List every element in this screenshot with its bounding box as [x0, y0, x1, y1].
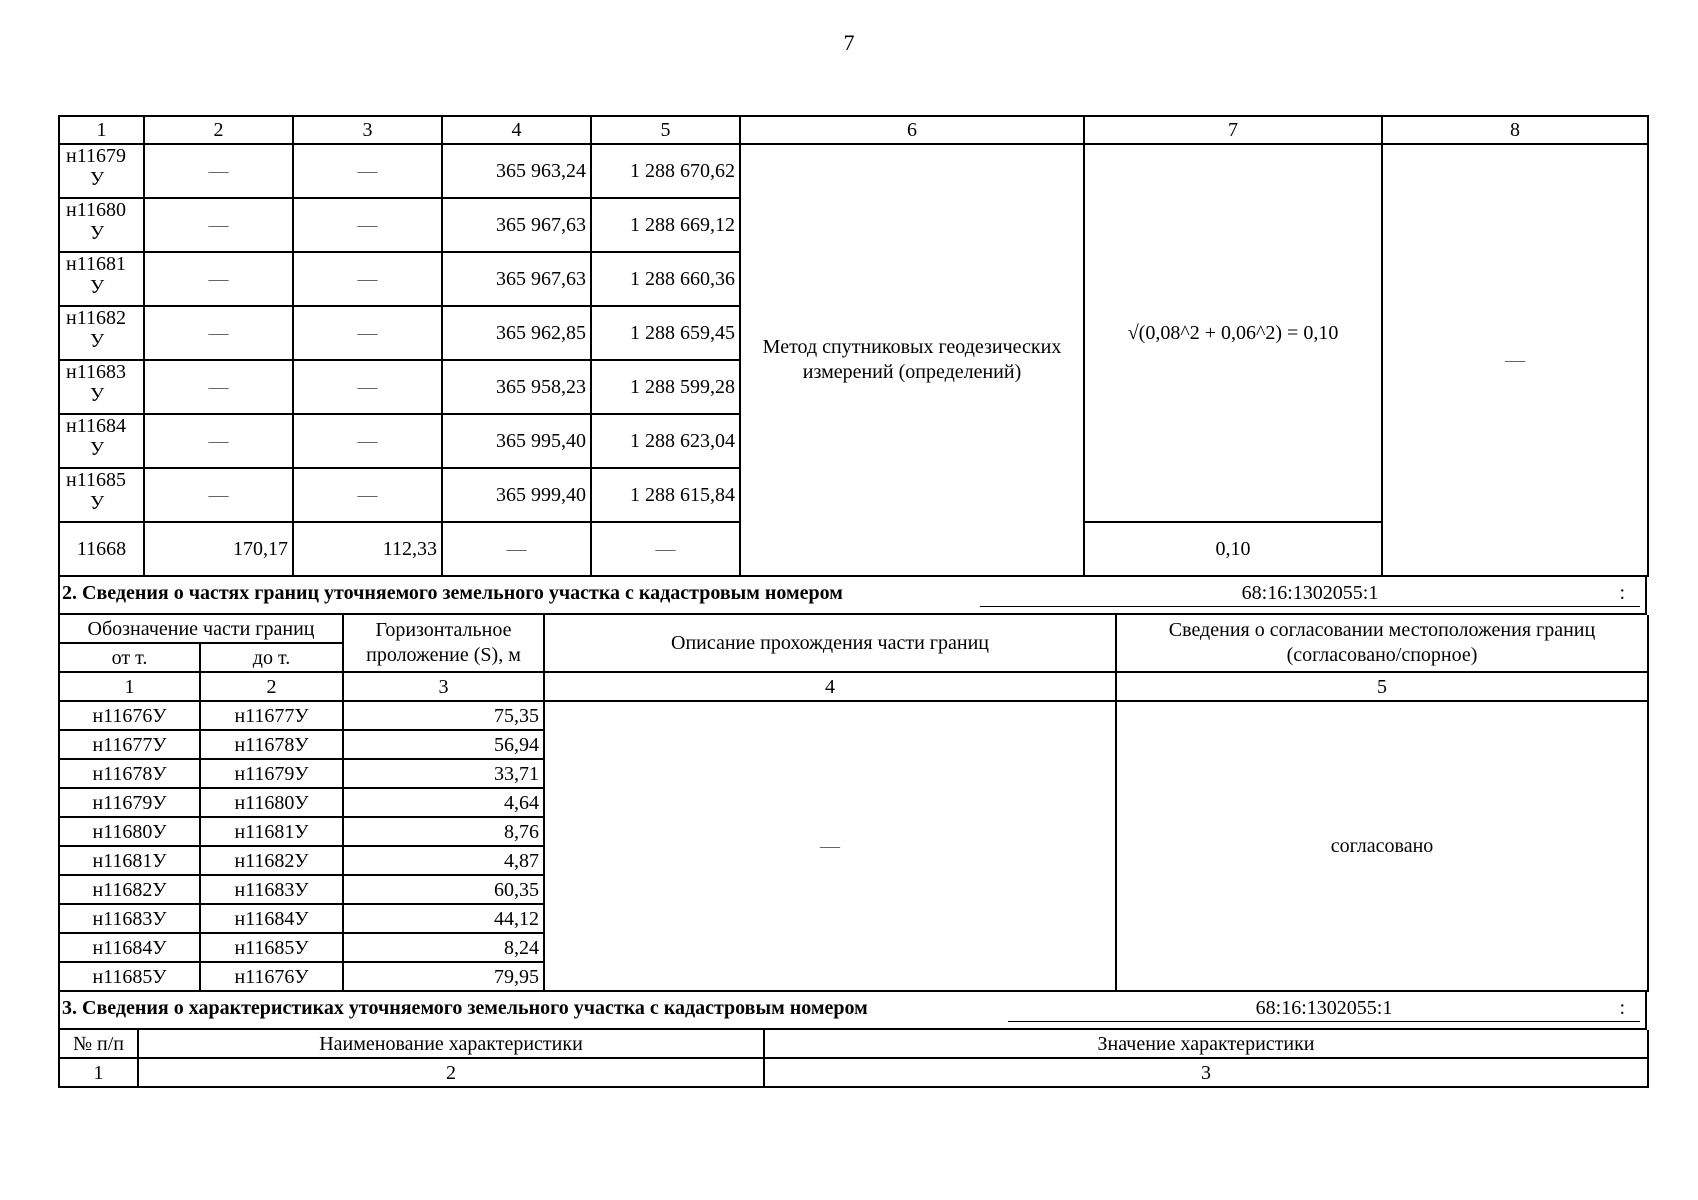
col-header: 8	[1382, 116, 1648, 144]
coord-y: 1 288 670,62	[591, 144, 740, 198]
col-header: 6	[740, 116, 1084, 144]
distance: 8,24	[343, 933, 544, 962]
to-point: н11677У	[200, 701, 343, 730]
section3-title: 3. Сведения о характеристиках уточняемого земельного участка с кадастровым номером	[62, 997, 868, 1019]
from-point: н11683У	[59, 904, 200, 933]
col-number: 3	[343, 672, 544, 701]
coord-x: 365 967,63	[442, 252, 591, 306]
to-point: н11683У	[200, 875, 343, 904]
agreement-value: согласовано	[1116, 701, 1648, 991]
table-cell: —	[144, 252, 293, 306]
table-cell: —	[293, 468, 442, 522]
distance: 4,64	[343, 788, 544, 817]
table-row	[59, 701, 1648, 730]
from-point: н11684У	[59, 933, 200, 962]
document-sheet	[58, 115, 1647, 1088]
page-number: 7	[843, 30, 855, 55]
coord-x: 365 962,85	[442, 306, 591, 360]
table-cell: —	[293, 414, 442, 468]
method-cell: Метод спутниковых геодезических измерений (определений)	[740, 144, 1084, 576]
table-cell: —	[293, 198, 442, 252]
col8-cell: —	[1382, 144, 1648, 576]
distance: 44,12	[343, 904, 544, 933]
coord-y: 1 288 660,36	[591, 252, 740, 306]
col-number: 4	[544, 672, 1116, 701]
to-point: н11684У	[200, 904, 343, 933]
points-table-header	[59, 116, 1648, 144]
from-point: н11685У	[59, 962, 200, 991]
col-header: 4	[442, 116, 591, 144]
formula-cell: √(0,08^2 + 0,06^2) = 0,10	[1084, 144, 1382, 522]
table-cell: —	[442, 522, 591, 576]
horizontal-header: Горизонтальное проложение (S), м	[343, 615, 544, 672]
from-point: н11676У	[59, 701, 200, 730]
coord-x: 365 963,24	[442, 144, 591, 198]
description-header: Описание прохождения части границ	[544, 615, 1116, 672]
to-point: н11685У	[200, 933, 343, 962]
table-cell: —	[144, 144, 293, 198]
characteristics-header-row	[59, 1030, 1648, 1058]
coord-x: 365 995,40	[442, 414, 591, 468]
table-cell: —	[591, 522, 740, 576]
from-point: н11681У	[59, 846, 200, 875]
point-id: н11680 У	[59, 198, 144, 252]
distance: 8,76	[343, 817, 544, 846]
coord-x: 365 999,40	[442, 468, 591, 522]
distance: 4,87	[343, 846, 544, 875]
section2-title: 2. Сведения о частях границ уточняемого земельного участка с кадастровым номером	[62, 582, 843, 604]
from-point: н11682У	[59, 875, 200, 904]
characteristic-name-header: Наименование характеристики	[138, 1030, 764, 1058]
section3-cadastral-number: 68:16:1302055:1	[1008, 997, 1640, 1022]
point-id: н11682 У	[59, 306, 144, 360]
coord-y: 1 288 623,04	[591, 414, 740, 468]
col-header: 3	[293, 116, 442, 144]
from-header: от т.	[59, 643, 200, 672]
table-cell: —	[144, 360, 293, 414]
to-point: н11679У	[200, 759, 343, 788]
distance: 79,95	[343, 962, 544, 991]
from-point: н11679У	[59, 788, 200, 817]
distance: 60,35	[343, 875, 544, 904]
boundary-parts-table	[58, 615, 1649, 992]
table-cell: —	[293, 360, 442, 414]
col-number: 2	[138, 1058, 764, 1087]
from-point: н11678У	[59, 759, 200, 788]
distance: 75,35	[343, 701, 544, 730]
to-point: н11678У	[200, 730, 343, 759]
col-number: 5	[1116, 672, 1648, 701]
section2-cadastral-number: 68:16:1302055:1	[980, 582, 1640, 607]
coord-y: 1 288 669,12	[591, 198, 740, 252]
coord-x: 365 967,63	[442, 198, 591, 252]
point-id: 11668	[59, 522, 144, 576]
section3-title-row	[58, 992, 1647, 1030]
section2-title-row	[58, 577, 1647, 615]
table-cell: —	[293, 306, 442, 360]
point-id: н11679 У	[59, 144, 144, 198]
coord-x: 365 958,23	[442, 360, 591, 414]
table-cell: —	[144, 306, 293, 360]
section3-colon: :	[1619, 997, 1625, 1019]
characteristics-colnum-row	[59, 1058, 1648, 1087]
point-id: н11685 У	[59, 468, 144, 522]
col-number: 1	[59, 672, 200, 701]
to-point: н11680У	[200, 788, 343, 817]
number-header: № п/п	[59, 1030, 138, 1058]
from-point: н11677У	[59, 730, 200, 759]
col-number: 2	[200, 672, 343, 701]
table-cell: —	[293, 252, 442, 306]
agreement-header: Сведения о согласовании местоположения границ (согласовано/спорное)	[1116, 615, 1648, 672]
table-cell: —	[293, 144, 442, 198]
table-cell: —	[144, 414, 293, 468]
section2-colon: :	[1619, 582, 1625, 604]
distance: 56,94	[343, 730, 544, 759]
coord-y: 1 288 659,45	[591, 306, 740, 360]
points-table	[58, 115, 1649, 577]
coord-y: 1 288 599,28	[591, 360, 740, 414]
boundary-colnum-row	[59, 672, 1648, 701]
characteristic-value-header: Значение характеристики	[764, 1030, 1648, 1058]
coord-y: 1 288 615,84	[591, 468, 740, 522]
to-point: н11682У	[200, 846, 343, 875]
designation-header: Обозначение части границ	[59, 615, 343, 643]
table-cell: 112,33	[293, 522, 442, 576]
col-number: 1	[59, 1058, 138, 1087]
description-value: —	[544, 701, 1116, 991]
table-cell: 0,10	[1084, 522, 1382, 576]
point-id: н11684 У	[59, 414, 144, 468]
col-number: 3	[764, 1058, 1648, 1087]
characteristics-table	[58, 1030, 1649, 1088]
table-cell: —	[144, 198, 293, 252]
to-header: до т.	[200, 643, 343, 672]
col-header: 2	[144, 116, 293, 144]
from-point: н11680У	[59, 817, 200, 846]
col-header: 1	[59, 116, 144, 144]
col-header: 7	[1084, 116, 1382, 144]
table-cell: —	[144, 468, 293, 522]
point-id: н11681 У	[59, 252, 144, 306]
table-row	[59, 144, 1648, 198]
col-header: 5	[591, 116, 740, 144]
point-id: н11683 У	[59, 360, 144, 414]
boundary-header-row	[59, 615, 1648, 643]
table-cell: 170,17	[144, 522, 293, 576]
to-point: н11676У	[200, 962, 343, 991]
to-point: н11681У	[200, 817, 343, 846]
distance: 33,71	[343, 759, 544, 788]
